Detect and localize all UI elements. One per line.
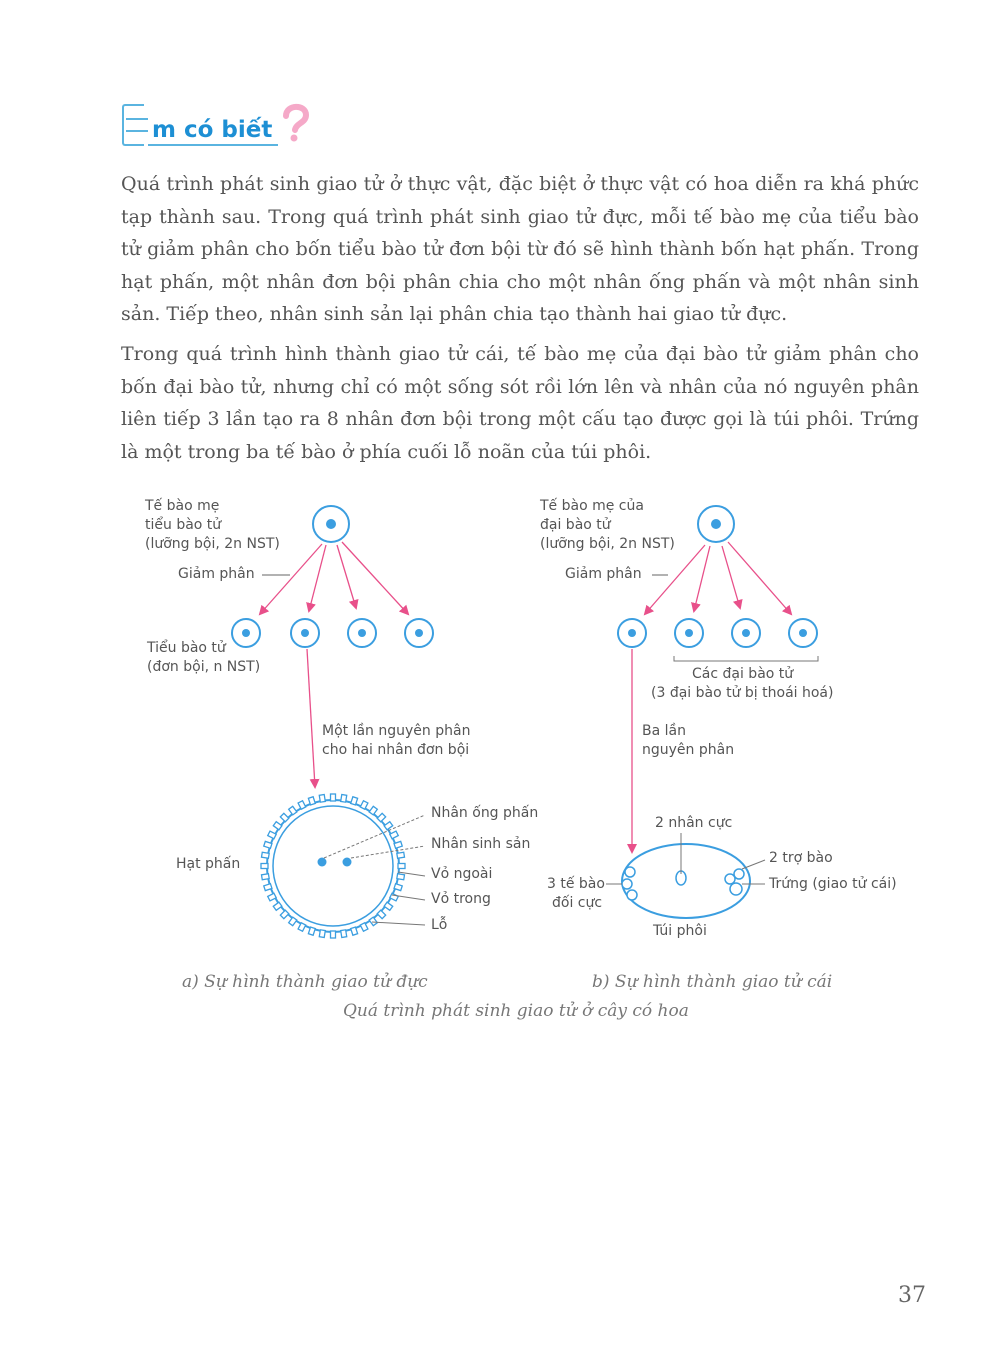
female-mitosis-label-1: Ba lần [642,723,686,739]
male-mitosis-arrow [307,649,315,787]
section-heading [122,100,310,146]
male-meiosis-label: Giảm phân [178,566,255,582]
question-mark-icon [280,102,310,142]
embryo-sac-label: Túi phôi [653,923,707,939]
heading-e-letter [122,104,144,146]
heading-title: m có biết [148,117,278,146]
female-meiosis-arrows [645,542,791,614]
paragraph-female-gametes: Trong quá trình hình thành giao tử cái, tế bào mẹ của đại bào tử giảm phân cho bốn đại bào tử, nhưng chỉ có một sống sót rồi lớn lên và nhân của nó nguyên phân liên tiếp 3 lần tạo ra 8 nhân đơn bội trong một cấu tạo được gọi là túi phôi. Trứng là một trong ba tế bào ở phía cuối lỗ noãn của túi phôi. [121,343,919,463]
female-mitosis-label-2: nguyên phân [642,742,735,758]
outer-wall-label: Vỏ ngoài [431,866,493,882]
antipodal-label-2: đối cực [552,895,603,911]
microspore-cells [232,619,433,647]
pollen-grain [261,794,405,938]
female-meiosis-label: Giảm phân [565,566,642,582]
generative-nucleus-label: Nhân sinh sản [431,836,531,852]
megaspore-label-2: (3 đại bào tử bị thoái hoá) [651,685,834,701]
microspore-label-1: Tiểu bào tử [147,640,226,656]
male-mother-label-3: (lưỡng bội, 2n NST) [145,536,280,552]
paragraph-male-gametes: Quá trình phát sinh giao tử ở thực vật, đặc biệt ở thực vật có hoa diễn ra khá phức tạp thành sau. Trong quá trình phát sinh giao tử đực, mỗi tế bào mẹ của tiểu bào tử giảm phân cho bốn tiểu bào tử đơn bội từ đó sẽ hình thành bốn hạt phấn. Trong hạt phấn, một nhân đơn bội phân chia cho một nhân ống phấn và một nhân sinh sản. Tiếp theo, nhân sinh sản lại phân chia tạo thành hai giao tử đực. [121,173,919,325]
diagram-title: Quá trình phát sinh giao tử ở cây có hoa [343,1001,689,1021]
female-mother-cell [698,506,734,542]
male-mitosis-label-1: Một lần nguyên phân [322,723,471,739]
inner-wall-label: Vỏ trong [431,891,491,907]
female-mother-label-1: Tế bào mẹ của [540,498,644,514]
female-mother-label-2: đại bào tử [540,517,611,533]
tube-nucleus-label: Nhân ống phấn [431,805,539,821]
male-mother-label-1: Tế bào mẹ [145,498,220,514]
megaspore-label-1: Các đại bào tử [692,666,794,682]
male-mother-cell [313,506,349,542]
antipodal-label-1: 3 tế bào [547,876,605,892]
microspore-label-2: (đơn bội, n NST) [147,659,261,675]
polar-nuclei-label: 2 nhân cực [655,815,733,831]
male-mitosis-label-2: cho hai nhân đơn bội [322,742,470,758]
female-mother-label-3: (lưỡng bội, 2n NST) [540,536,675,552]
egg-label: Trứng (giao tử cái) [769,876,897,892]
synergids-label: 2 trợ bào [769,850,833,866]
male-mother-label-2: tiểu bào tử [145,517,222,533]
caption-a: a) Sự hình thành giao tử đực [182,972,428,992]
gametogenesis-diagram [0,480,1008,1040]
pore-label: Lỗ [431,917,448,933]
megaspore-cells [618,619,817,647]
male-meiosis-arrows [260,542,408,614]
pollen-label: Hạt phấn [176,856,241,872]
caption-b: b) Sự hình thành giao tử cái [592,972,833,992]
page-number: 37 [898,1283,926,1308]
megaspore-bracket [674,656,818,661]
embryo-sac [622,844,750,918]
